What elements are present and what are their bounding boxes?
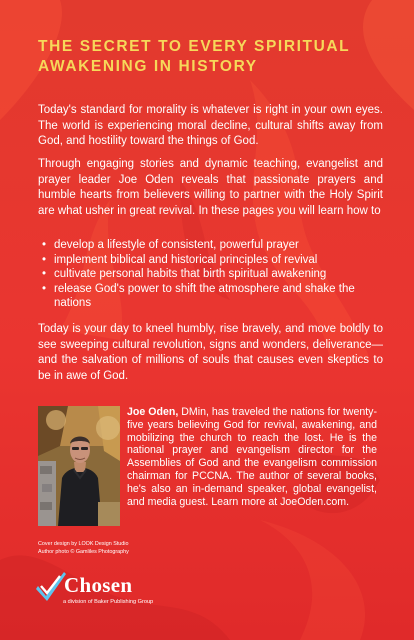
description-paragraph: Through engaging stories and dynamic teaching, evangelist and prayer leader Joe Oden reveals that passionate prayers and humble hearts from believers willing to partner with the Holy Spirit are what usher in great revival. In these pages you will learn how to — [38, 158, 383, 217]
headline-line-1: THE SECRET TO EVERY SPIRITUAL — [38, 38, 351, 55]
publisher-tagline: a division of Baker Publishing Group — [63, 599, 154, 605]
bullet-item: • release God's power to shift the atmosphere and shake the nations — [42, 282, 382, 311]
bullet-item: • cultivate personal habits that birth spiritual awakening — [42, 267, 382, 282]
author-bio — [127, 406, 377, 508]
bullet-item: • develop a lifestyle of consistent, powerful prayer — [42, 238, 382, 253]
author-bio-text: DMin, has traveled the nations for twenty-five years believing God for revival, awakening, and mobilizing the church to reach the lost. He is the national prayer and evangelism director for the Assemblies of God and the evangelism commission chairman for PCCNA. The author of several books, he's also an in-demand speaker, global evangelist, and media guest. Learn more at JoeOden.com. — [127, 406, 377, 508]
bullet-list — [42, 238, 382, 311]
checkmark-icon — [36, 570, 66, 602]
author-photo — [38, 406, 120, 526]
design-credit: Cover design by LOOK Design Studio — [38, 541, 129, 547]
publisher-logo — [36, 568, 176, 610]
closing-paragraph: Today is your day to kneel humbly, rise bravely, and move boldly to see sweeping cultural revolution, signs and wonders, deliverance—and the salvation of millions of souls that causes even skeptics to be in awe of God. — [38, 323, 383, 382]
photo-credit: Author photo © Gamliles Photography — [38, 549, 129, 555]
bullet-item: • implement biblical and historical principles of revival — [42, 253, 382, 268]
cover-credits — [38, 540, 188, 556]
publisher-name: Chosen — [64, 573, 133, 597]
intro-paragraph: Today's standard for morality is whatever is right in your own eyes. The world is experiencing moral decline, cultural shifts away from God, and hostility toward the things of God. — [38, 104, 383, 147]
headline-line-2: AWAKENING IN HISTORY — [38, 58, 258, 75]
headline — [38, 37, 388, 77]
author-name: Joe Oden, — [127, 406, 179, 418]
